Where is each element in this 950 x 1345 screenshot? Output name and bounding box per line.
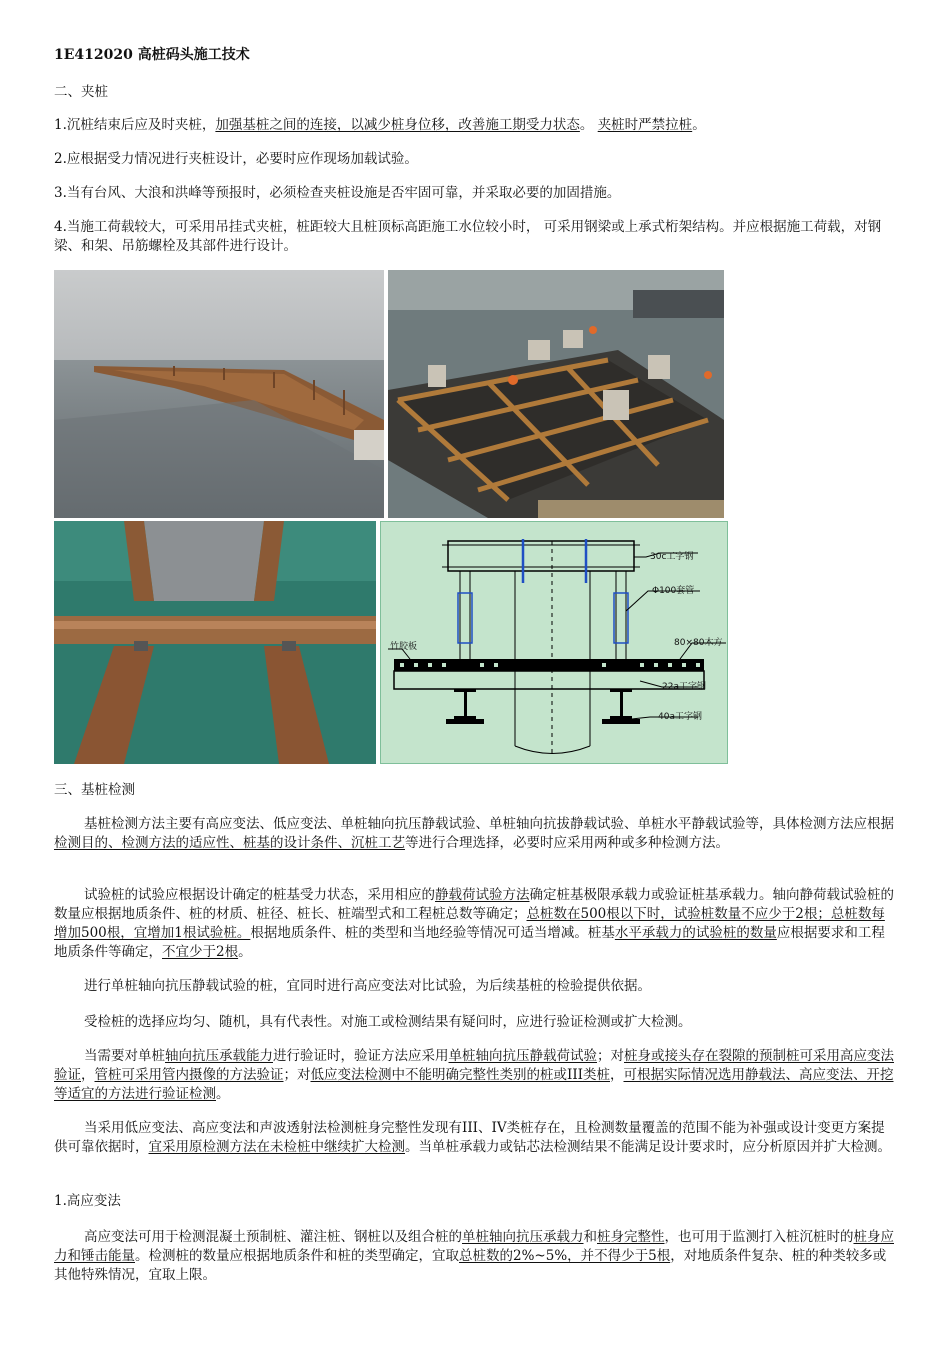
paragraph-testing-1: 基桩检测方法主要有高应变法、低应变法、单桩轴向抗压静载试验、单桩轴向抗拔静载试验、单桩水平静载试验等，具体检测方法应根据检测目的、检测方法的适应性、桩基的设计条件、沉桩工艺等进行合理选择，必要时应采用两种或多种检测方法。	[54, 816, 894, 851]
paragraph-high-strain: 高应变法可用于检测混凝土预制桩、灌注桩、钢桩以及组合桩的单桩轴向抗压承载力和桩身完整性，也可用于监测打入桩沉桩时的桩身应力和锤击能量。检测桩的数量应根据地质条件和桩的类型确定，宜取总桩数的2%~5%，并不得少于5根，对地质条件复杂、桩的种类较多或其他特殊情况，宜取上限。	[54, 1229, 894, 1283]
paragraph-clamping-4: 4.当施工荷载较大，可采用吊挂式夹桩，桩距较大且桩顶标高距施工水位较小时， 可采用钢梁或上承式桁架结构。并应根据施工荷载，对钢梁、和架、吊筋螺栓及其部件进行设计。	[54, 219, 882, 254]
subheading-high-strain: 1.高应变法	[54, 1193, 121, 1209]
page-title: 1E412020 高桩码头施工技术	[54, 47, 250, 63]
diagram-label-pipe: Φ100套管	[652, 586, 695, 596]
photo-steel-beams-water	[54, 521, 376, 764]
diagram-label-22a: 22a工字钢	[662, 682, 706, 692]
diagram-label-board: 竹胶板	[390, 642, 418, 652]
paragraph-testing-5: 当需要对单桩轴向抗压承载能力进行验证时，验证方法应采用单桩轴向抗压静载荷试验；对桩身或接头存在裂隙的预制桩可采用高应变法验证，管桩可采用管内摄像的方法验证；对低应变法检测中不能明确完整性类别的桩或III类桩，可根据实际情况选用静载法、高应变法、开挖等适宜的方法进行验证检测。	[54, 1048, 894, 1102]
paragraph-clamping-2: 2.应根据受力情况进行夹桩设计，必要时应作现场加载试验。	[54, 151, 418, 167]
diagram-label-wood: 80×80木方	[674, 638, 723, 648]
photo-pile-row-sea	[54, 270, 384, 518]
section-heading-testing: 三、基桩检测	[54, 782, 135, 798]
section-heading-clamping: 二、夹桩	[54, 84, 108, 100]
photo-clamping-platform	[388, 270, 724, 518]
paragraph-clamping-3: 3.当有台风、大浪和洪峰等预报时，必须检查夹桩设施是否牢固可靠，并采取必要的加固措施。	[54, 185, 621, 201]
paragraph-clamping-1: 1.沉桩结束后应及时夹桩，加强基桩之间的连接，以减少桩身位移，改善施工期受力状态。 夹桩时严禁拉桩。	[54, 117, 706, 133]
photo-collage	[54, 270, 734, 764]
paragraph-testing-6: 当采用低应变法、高应变法和声波透射法检测桩身完整性发现有III、IV类桩存在，且检测数量覆盖的范围不能为补强或设计变更方案提供可靠依据时，宜采用原检测方法在未检桩中继续扩大检测。当单桩承载力或钻芯法检测结果不能满足设计要求时，应分析原因并扩大检测。	[54, 1120, 891, 1155]
clamping-diagram	[380, 521, 728, 764]
diagram-label-30c: 30c工字钢	[650, 552, 694, 562]
paragraph-testing-2: 试验桩的试验应根据设计确定的桩基受力状态，采用相应的静载荷试验方法确定桩基极限承载力或验证桩基承载力。轴向静荷载试验桩的数量应根据地质条件、桩的材质、桩径、桩长、桩端型式和工程桩总数等确定；总桩数在500根以下时，试验桩数量不应少于2根；总桩数每增加500根，宜增加1根试验桩。根据地质条件、桩的类型和当地经验等情况可适当增减。桩基水平承载力的试验桩的数量应根据要求和工程地质条件等确定，不宜少于2根。	[54, 887, 894, 960]
paragraph-testing-3: 进行单桩轴向抗压静载试验的桩，宜同时进行高应变法对比试验，为后续基桩的检验提供依据。	[84, 978, 651, 994]
paragraph-testing-4: 受检桩的选择应均匀、随机，具有代表性。对施工或检测结果有疑问时，应进行验证检测或扩大检测。	[84, 1014, 692, 1030]
diagram-label-40a: 40a工字钢	[658, 712, 702, 722]
